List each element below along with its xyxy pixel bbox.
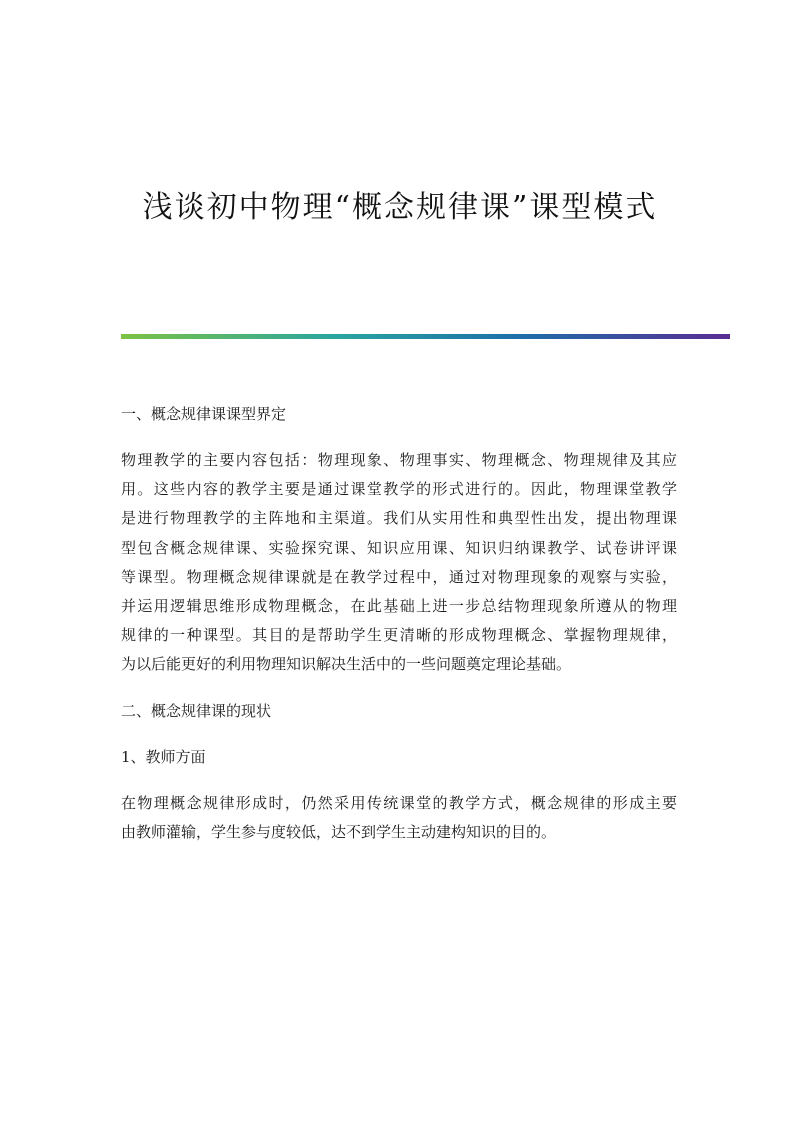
paragraph-line: 为以后能更好的利用物理知识解决生活中的一些问题奠定理论基础。 [121,655,572,674]
subsection-heading: 1、教师方面 [121,747,206,766]
title-divider [121,334,730,339]
paragraph-line: 在物理概念规律形成时，仍然采用传统课堂的教学方式，概念规律的形成主要 [121,793,677,812]
paragraph-line: 由教师灌输，学生参与度较低，达不到学生主动建构知识的目的。 [121,822,557,841]
document-title: 浅谈初中物理“概念规律课”课型模式 [142,190,658,225]
document-body [121,400,677,864]
paragraph-line: 并运用逻辑思维形成物理概念，在此基础上进一步总结物理现象所遵从的物理 [121,597,677,616]
section-1-paragraph [121,446,677,680]
section-2-paragraph [121,789,677,847]
paragraph-line: 型包含概念规律课、实验探究课、知识应用课、知识归纳课教学、试卷讲评课 [121,538,677,557]
paragraph-line: 物理教学的主要内容包括：物理现象、物理事实、物理概念、物理规律及其应 [121,451,677,469]
section-heading-2: 二、概念规律课的现状 [121,701,272,720]
paragraph-line: 是进行物理教学的主阵地和主渠道。我们从实用性和典型性出发，提出物理课 [121,509,677,528]
paragraph-line: 用。这些内容的教学主要是通过课堂教学的形式进行的。因此，物理课堂教学 [121,480,677,499]
section-heading-1: 一、概念规律课课型界定 [121,405,287,423]
paragraph-line: 等课型。物理概念规律课就是在教学过程中，通过对物理现象的观察与实验， [121,567,677,586]
paragraph-line: 规律的一种课型。其目的是帮助学生更清晰的形成物理概念、掌握物理规律， [121,626,677,645]
